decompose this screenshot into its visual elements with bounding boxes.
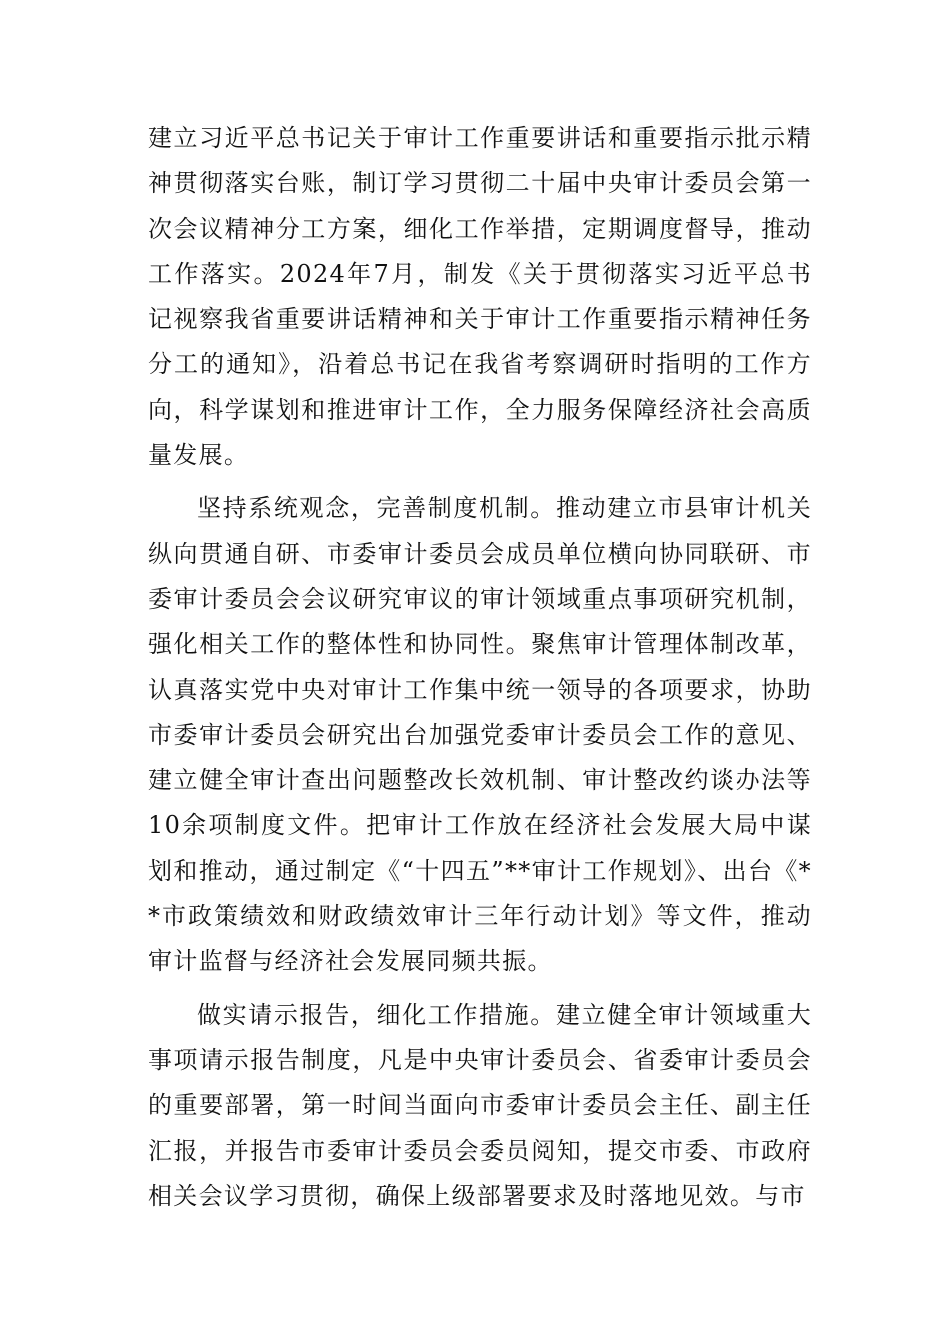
paragraph-1: 建立习近平总书记关于审计工作重要讲话和重要指示批示精神贯彻落实台账，制订学习贯彻二十届中央审计委员会第一次会议精神分工方案，细化工作举措，定期调度督导，推动工作落实。2024年7月，制发《关于贯彻落实习近平总书记视察我省重要讲话精神和关于审计工作重要指示精神任务分工的通知》，沿着总书记在我省考察调研时指明的工作方向，科学谋划和推进审计工作，全力服务保障经济社会高质量发展。 bbox=[148, 124, 812, 470]
paragraph-3: 做实请示报告，细化工作措施。建立健全审计领域重大事项请示报告制度，凡是中央审计委员会、省委审计委员会的重要部署，第一时间当面向市委审计委员会主任、副主任汇报，并报告市委审计委员会委员阅知，提交市委、市政府相关会议学习贯彻，确保上级部署要求及时落地见效。与市 bbox=[148, 1000, 812, 1210]
document-body bbox=[148, 116, 812, 1219]
paragraph-2: 坚持系统观念，完善制度机制。推动建立市县审计机关纵向贯通自研、市委审计委员会成员单位横向协同联研、市委审计委员会会议研究审议的审计领域重点事项研究机制，强化相关工作的整体性和协同性。聚焦审计管理体制改革，认真落实党中央对审计工作集中统一领导的各项要求，协助市委审计委员会研究出台加强党委审计委员会工作的意见、建立健全审计查出问题整改长效机制、审计整改约谈办法等10余项制度文件。把审计工作放在经济社会发展大局中谋划和推动，通过制定《“十四五”**审计工作规划》、出台《**市政策绩效和财政绩效审计三年行动计划》等文件，推动审计监督与经济社会发展同频共振。 bbox=[148, 494, 812, 976]
